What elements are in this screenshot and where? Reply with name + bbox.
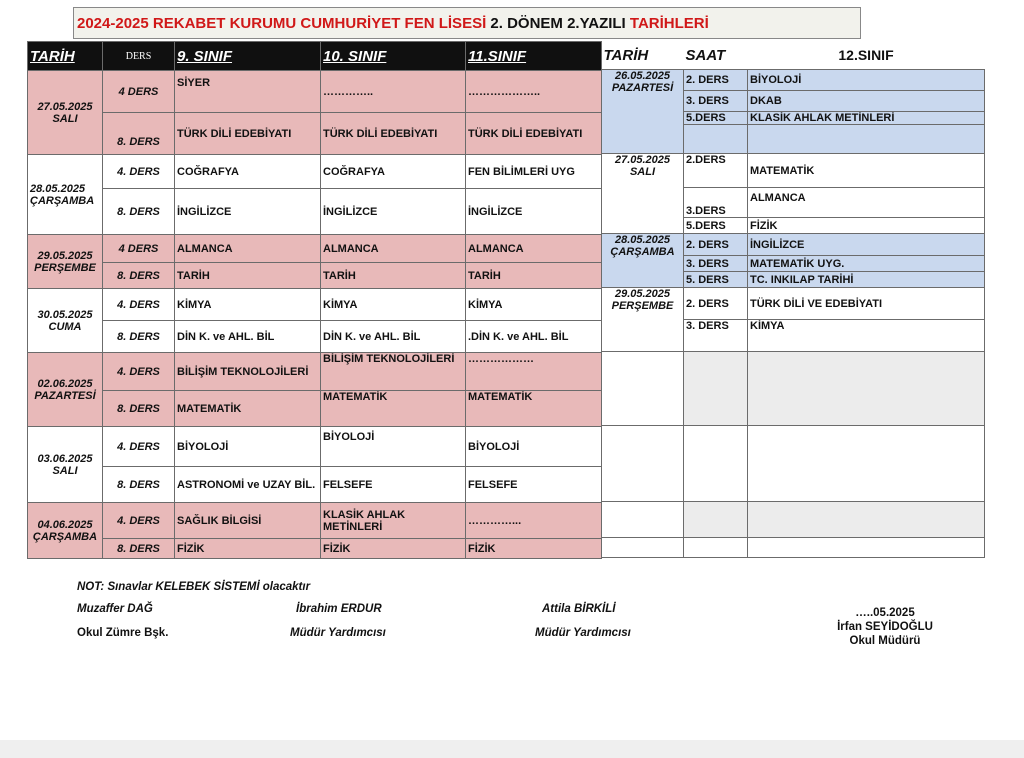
grade-12-exam: ALMANCA <box>748 188 985 218</box>
empty-cell <box>748 426 985 502</box>
header-lesson: DERS <box>103 42 175 71</box>
principal-signature <box>800 606 970 648</box>
empty-cell <box>602 426 684 502</box>
empty-cell <box>748 502 985 538</box>
grade-11-exam: TÜRK DİLİ EDEBİYATI <box>466 113 602 155</box>
exam-period-12: 2. DERS <box>684 70 748 91</box>
exam-period-12: 2. DERS <box>684 288 748 320</box>
grade-9-exam: ASTRONOMİ ve UZAY BİL. <box>175 467 321 503</box>
lesson-period: 4. DERS <box>103 353 175 391</box>
exam-period-12: 5. DERS <box>684 272 748 288</box>
grade-11-exam: MATEMATİK <box>466 391 602 427</box>
signatory-role: Okul Zümre Bşk. <box>77 627 169 639</box>
signatory-name: İbrahim ERDUR <box>296 603 382 615</box>
lesson-period: 8. DERS <box>103 321 175 353</box>
header-date-12: TARİH <box>602 41 684 70</box>
schedule-table-grade-12 <box>601 41 985 558</box>
lesson-period: 8. DERS <box>103 391 175 427</box>
exam-period-12: 3. DERS <box>684 320 748 352</box>
grade-11-exam: KİMYA <box>466 289 602 321</box>
grade-10-exam: DİN K. ve AHL. BİL <box>321 321 466 353</box>
grade-11-exam: ……………… <box>466 353 602 391</box>
grade-9-exam: ALMANCA <box>175 235 321 263</box>
grade-10-exam: FELSEFE <box>321 467 466 503</box>
empty-cell <box>684 502 748 538</box>
grade-9-exam: TARİH <box>175 263 321 289</box>
exam-period-12: 3.DERS <box>684 188 748 218</box>
principal-date: …..05.2025 <box>855 607 915 619</box>
grade-12-exam: TC. INKILAP TARİHİ <box>748 272 985 288</box>
exam-period-12: 2. DERS <box>684 234 748 256</box>
grade-10-exam: ALMANCA <box>321 235 466 263</box>
lesson-period: 4. DERS <box>103 289 175 321</box>
grade-9-exam: TÜRK DİLİ EDEBİYATI <box>175 113 321 155</box>
grade-10-exam: BİYOLOJİ <box>321 427 466 467</box>
grade-12-exam: MATEMATİK <box>748 154 985 188</box>
empty-cell <box>748 352 985 426</box>
header-grade-9: 9. SINIF <box>175 42 321 71</box>
principal-role: Okul Müdürü <box>849 635 921 647</box>
exam-date-cell-12: 28.05.2025 ÇARŞAMBA <box>602 234 684 288</box>
lesson-period: 8. DERS <box>103 539 175 559</box>
viewer-bottom-bar <box>0 740 1024 758</box>
grade-9-exam: SİYER <box>175 71 321 113</box>
empty-cell <box>684 538 748 558</box>
grade-9-exam: KİMYA <box>175 289 321 321</box>
grade-10-exam: BİLİŞİM TEKNOLOJİLERİ <box>321 353 466 391</box>
lesson-period: 4 DERS <box>103 71 175 113</box>
exam-note: NOT: Sınavlar KELEBEK SİSTEMİ olacaktır <box>77 581 311 593</box>
grade-10-exam: KLASİK AHLAK METİNLERİ <box>321 503 466 539</box>
grade-11-exam: TARİH <box>466 263 602 289</box>
lesson-period: 4 DERS <box>103 235 175 263</box>
grade-9-exam: COĞRAFYA <box>175 155 321 189</box>
lesson-period: 8. DERS <box>103 113 175 155</box>
document-title <box>73 7 861 39</box>
empty-cell <box>602 352 684 426</box>
signatory-role: Müdür Yardımcısı <box>535 627 631 639</box>
grade-11-exam: ……………….. <box>466 71 602 113</box>
empty-cell <box>602 538 684 558</box>
header-grade-11: 11.SINIF <box>466 42 602 71</box>
exam-date-cell-12: 26.05.2025 PAZARTESİ <box>602 70 684 154</box>
grade-12-exam: TÜRK DİLİ VE EDEBİYATI <box>748 288 985 320</box>
grade-9-exam: BİLİŞİM TEKNOLOJİLERİ <box>175 353 321 391</box>
grade-10-exam: COĞRAFYA <box>321 155 466 189</box>
exam-date-cell: 30.05.2025 CUMA <box>28 289 103 353</box>
grade-9-exam: MATEMATİK <box>175 391 321 427</box>
lesson-period: 8. DERS <box>103 189 175 235</box>
exam-period-12: 3. DERS <box>684 91 748 112</box>
principal-name: İrfan SEYİDOĞLU <box>837 621 933 633</box>
header-date: TARİH <box>28 42 103 71</box>
title-term: 2. DÖNEM 2.YAZILI <box>486 15 630 32</box>
exam-date-cell: 29.05.2025 PERŞEMBE <box>28 235 103 289</box>
signatory-role: Müdür Yardımcısı <box>290 627 386 639</box>
exam-date-cell: 02.06.2025 PAZARTESİ <box>28 353 103 427</box>
grade-12-exam: KİMYA <box>748 320 985 352</box>
grade-12-exam: FİZİK <box>748 218 985 234</box>
grade-9-exam: FİZİK <box>175 539 321 559</box>
grade-11-exam: ALMANCA <box>466 235 602 263</box>
grade-11-exam: BİYOLOJİ <box>466 427 602 467</box>
grade-9-exam: DİN K. ve AHL. BİL <box>175 321 321 353</box>
header-grade-12: 12.SINIF <box>748 41 985 70</box>
lesson-period: 8. DERS <box>103 263 175 289</box>
title-dates: TARİHLERİ <box>629 15 709 32</box>
grade-10-exam: FİZİK <box>321 539 466 559</box>
grade-12-exam: MATEMATİK UYG. <box>748 256 985 272</box>
grade-12-exam: BİYOLOJİ <box>748 70 985 91</box>
exam-date-cell: 28.05.2025 ÇARŞAMBA <box>28 155 103 235</box>
grade-10-exam: TÜRK DİLİ EDEBİYATI <box>321 113 466 155</box>
exam-date-cell-12: 29.05.2025 PERŞEMBE <box>602 288 684 352</box>
exam-period-12: 5.DERS <box>684 218 748 234</box>
grade-12-exam: İNGİLİZCE <box>748 234 985 256</box>
lesson-period: 8. DERS <box>103 467 175 503</box>
exam-period-12: 2.DERS <box>684 154 748 188</box>
grade-9-exam: BİYOLOJİ <box>175 427 321 467</box>
title-school: 2024-2025 REKABET KURUMU CUMHURİYET FEN LİSESİ <box>77 15 487 32</box>
grade-10-exam: ………….. <box>321 71 466 113</box>
header-time-12: SAAT <box>684 41 748 70</box>
lesson-period: 4. DERS <box>103 155 175 189</box>
grade-11-exam: FELSEFE <box>466 467 602 503</box>
empty-cell <box>748 125 985 154</box>
exam-date-cell: 03.06.2025 SALI <box>28 427 103 503</box>
grade-11-exam: İNGİLİZCE <box>466 189 602 235</box>
header-grade-10: 10. SINIF <box>321 42 466 71</box>
empty-cell <box>684 426 748 502</box>
empty-cell <box>602 502 684 538</box>
grade-10-exam: İNGİLİZCE <box>321 189 466 235</box>
grade-9-exam: SAĞLIK BİLGİSİ <box>175 503 321 539</box>
schedule-table-grades-9-11 <box>27 41 602 559</box>
signatory-name: Muzaffer DAĞ <box>77 603 153 615</box>
grade-10-exam: MATEMATİK <box>321 391 466 427</box>
grade-11-exam: .DİN K. ve AHL. BİL <box>466 321 602 353</box>
signatory-name: Attila BİRKİLİ <box>542 603 616 615</box>
empty-cell <box>748 538 985 558</box>
grade-12-exam: DKAB <box>748 91 985 112</box>
grade-11-exam: FEN BİLİMLERİ UYG <box>466 155 602 189</box>
grade-12-exam: KLASİK AHLAK METİNLERİ <box>748 112 985 125</box>
exam-date-cell-12: 27.05.2025 SALI <box>602 154 684 234</box>
grade-10-exam: KİMYA <box>321 289 466 321</box>
lesson-period: 4. DERS <box>103 503 175 539</box>
grade-11-exam: …………... <box>466 503 602 539</box>
empty-cell <box>684 352 748 426</box>
exam-date-cell: 27.05.2025 SALI <box>28 71 103 155</box>
lesson-period: 4. DERS <box>103 427 175 467</box>
exam-date-cell: 04.06.2025 ÇARŞAMBA <box>28 503 103 559</box>
empty-cell <box>684 125 748 154</box>
exam-period-12: 5.DERS <box>684 112 748 125</box>
grade-9-exam: İNGİLİZCE <box>175 189 321 235</box>
grade-10-exam: TARİH <box>321 263 466 289</box>
grade-11-exam: FİZİK <box>466 539 602 559</box>
exam-period-12: 3. DERS <box>684 256 748 272</box>
